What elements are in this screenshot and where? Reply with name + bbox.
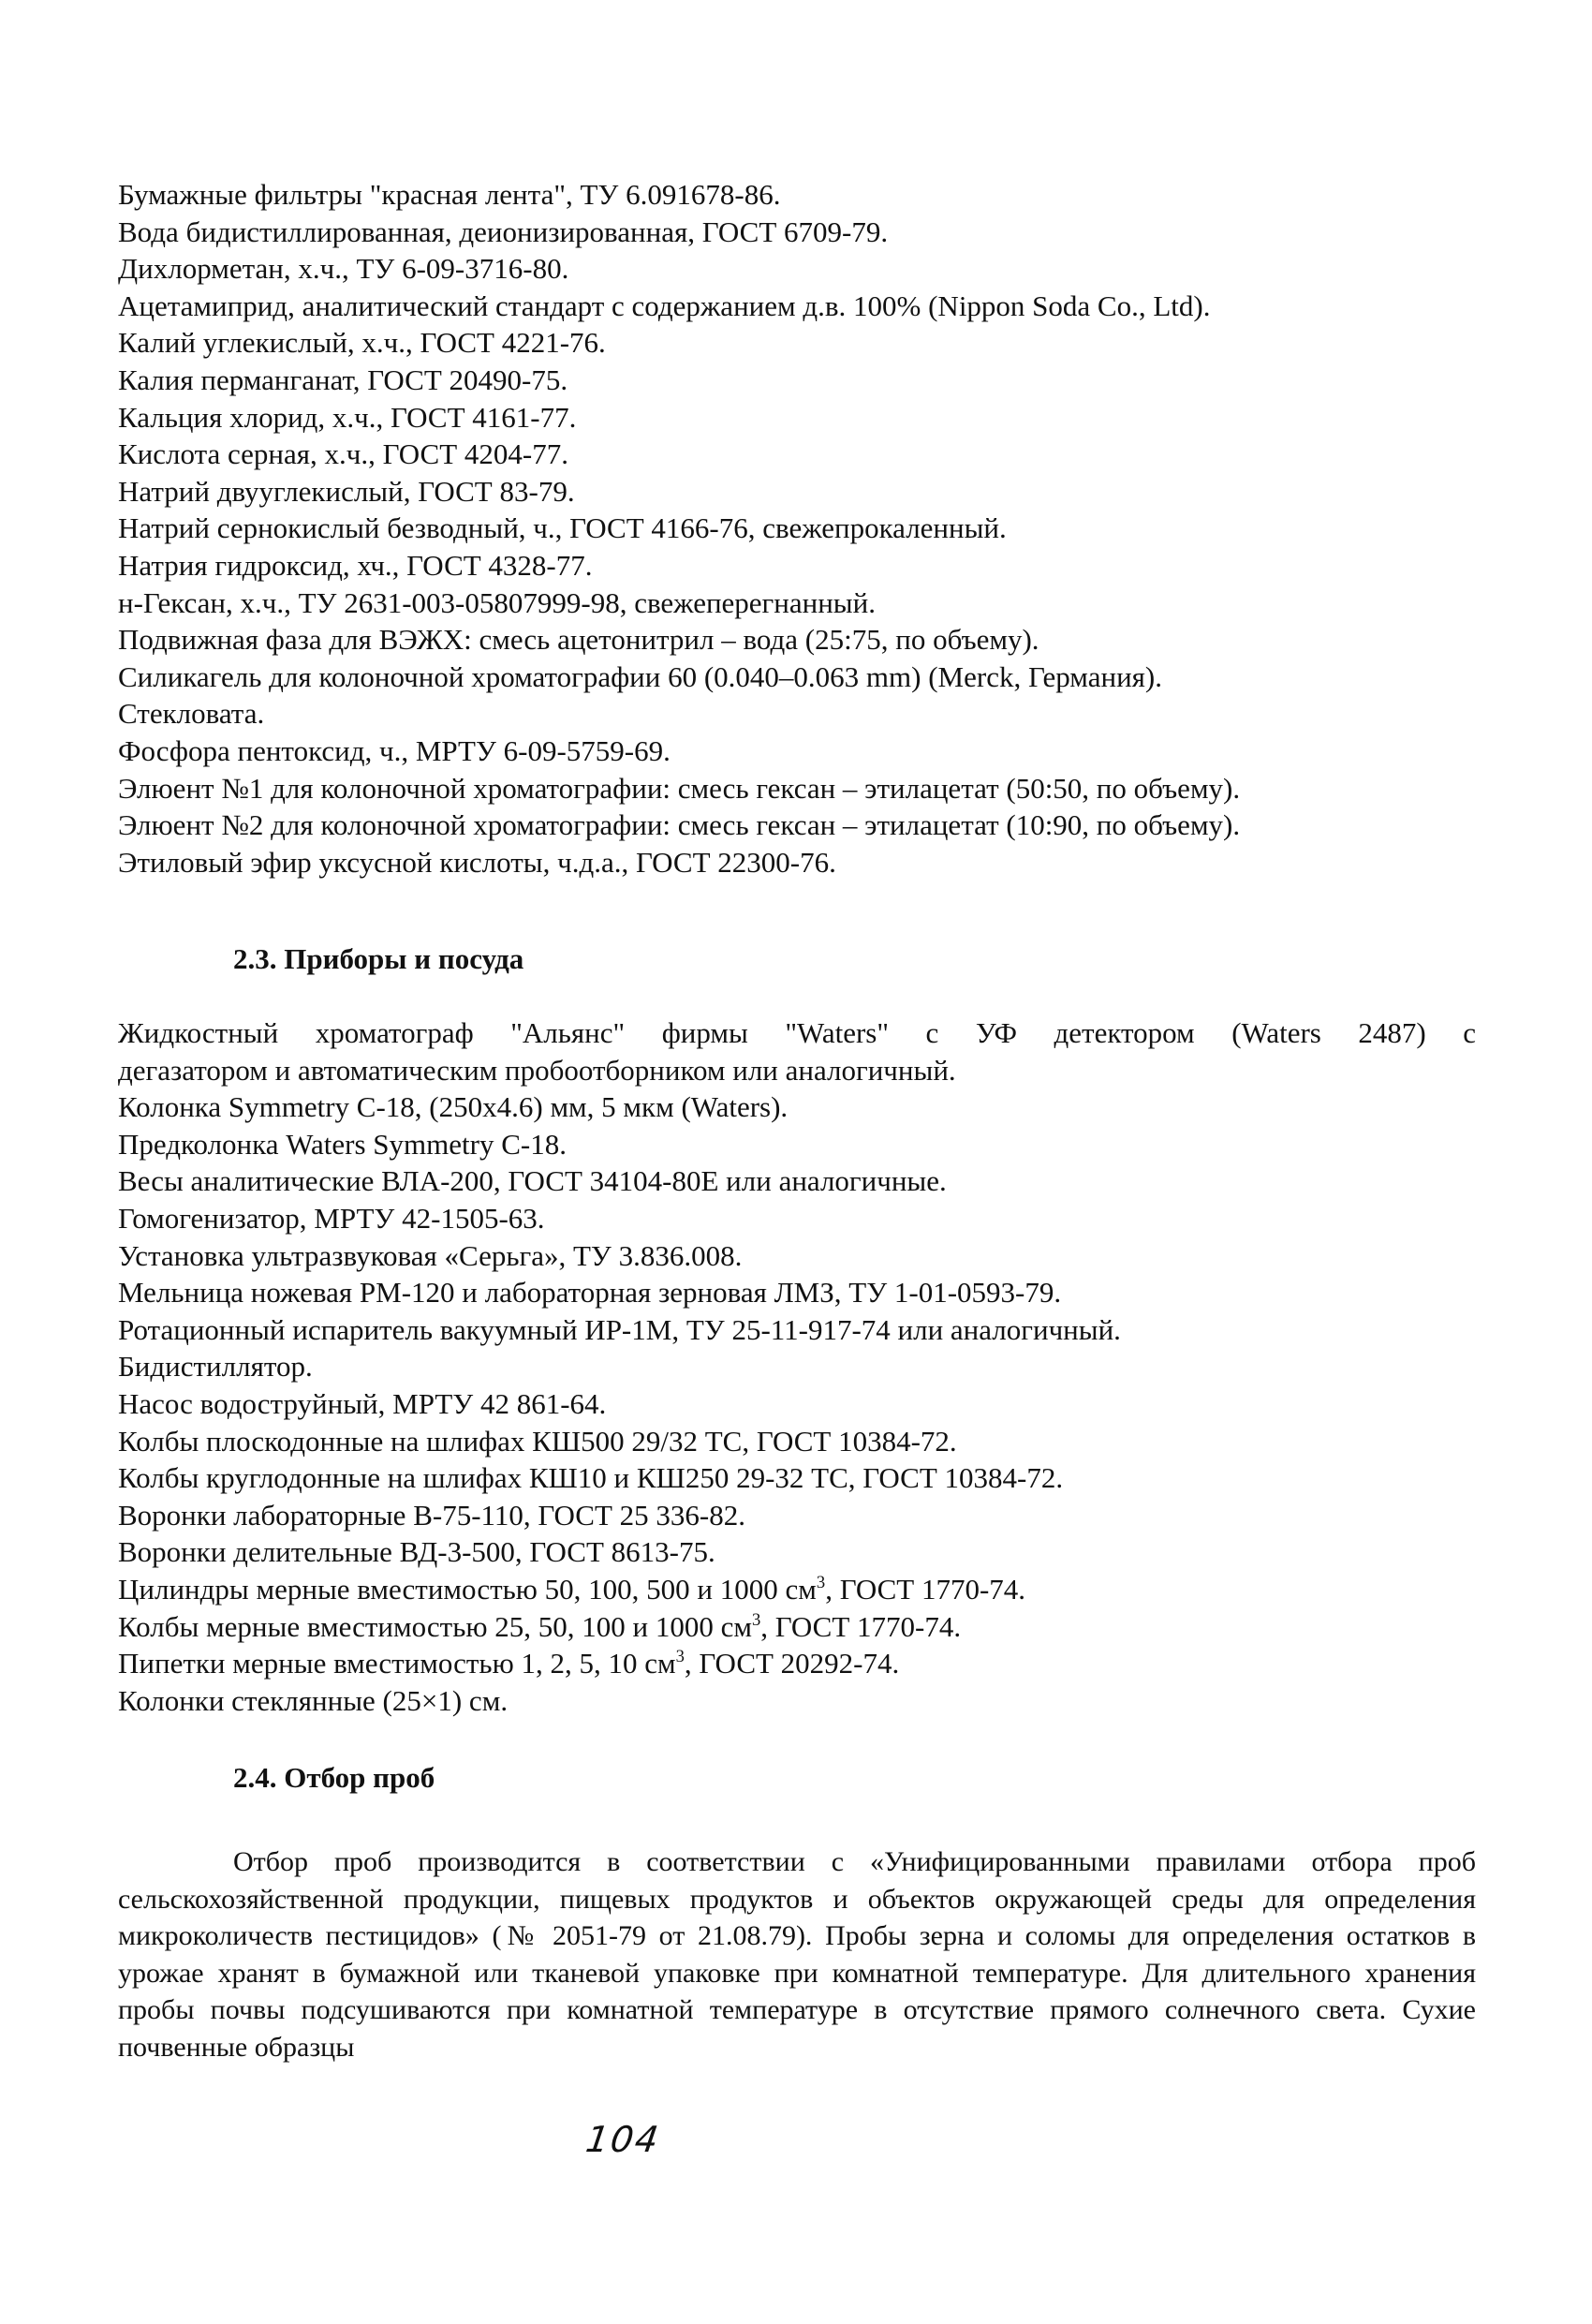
equipment-line: Предколонка Waters Symmetry C-18. (118, 1127, 567, 1161)
reagent-line: Ацетамиприд, аналитический стандарт с содержанием д.в. 100% (Nippon Soda Co., Ltd). (118, 289, 1211, 322)
page-number: 104 (582, 2119, 663, 2160)
equipment-line: дегазатором и автоматическим пробоотборником или аналогичный. (118, 1053, 956, 1087)
reagent-line: Элюент №1 для колоночной хроматографии: смесь гексан – этилацетат (50:50, по объему). (118, 771, 1241, 805)
cylinders-gost: , ГОСТ 1770-74. (825, 1572, 1026, 1606)
superscript-3: 3 (816, 1572, 826, 1592)
equipment-line: Колбы плоскодонные на шлифах КШ500 29/32 ТС, ГОСТ 10384-72. (118, 1424, 957, 1458)
equipment-list (118, 1014, 1476, 1719)
section-2-3-title: 2.3. Приборы и посуда (233, 942, 524, 975)
sampling-section (118, 1843, 1476, 2066)
equipment-line-cylinders (118, 1571, 1476, 1608)
reagent-line: Элюент №2 для колоночной хроматографии: смесь гексан – этилацетат (10:90, по объему). (118, 808, 1241, 842)
superscript-3: 3 (675, 1647, 685, 1667)
flasks-text: Колбы мерные вместимостью 25, 50, 100 и 1000 см (118, 1609, 752, 1643)
reagent-line: Силикагель для колоночной хроматографии 60 (0.040–0.063 mm) (Merck, Германия). (118, 659, 1162, 693)
reagent-line: Дихлорметан, х.ч., ТУ 6-09-3716-80. (118, 252, 569, 286)
equipment-line: Установка ультразвуковая «Серьга», ТУ 3.836.008. (118, 1238, 743, 1272)
section-2-4-title: 2.4. Отбор проб (233, 1761, 435, 1794)
pipettes-text: Пипетки мерные вместимостью 1, 2, 5, 10 см (118, 1647, 676, 1680)
reagent-line: н-Гексан, х.ч., ТУ 2631-003-05807999-98, свежеперегнанный. (118, 585, 876, 619)
reagent-line: Натрий двууглекислый, ГОСТ 83-79. (118, 474, 575, 508)
equipment-line: Воронки делительные ВД-3-500, ГОСТ 8613-75. (118, 1535, 715, 1569)
reagent-line: Кальция хлорид, х.ч., ГОСТ 4161-77. (118, 400, 577, 434)
equipment-line: Мельница ножевая РМ-120 и лабораторная зерновая ЛМЗ, ТУ 1-01-0593-79. (118, 1276, 1062, 1310)
reagent-line: Вода бидистиллированная, деионизированная, ГОСТ 6709-79. (118, 215, 889, 248)
pipettes-gost: , ГОСТ 20292-74. (684, 1647, 900, 1680)
reagent-line: Стекловата. (118, 697, 265, 731)
equipment-line-pipettes (118, 1645, 1476, 1682)
equipment-line: Весы аналитические ВЛА-200, ГОСТ 34104-80Е или аналогичные. (118, 1164, 947, 1198)
flasks-gost: , ГОСТ 1770-74. (760, 1609, 962, 1643)
equipment-line: Бидистиллятор. (118, 1350, 313, 1384)
superscript-3: 3 (751, 1609, 761, 1630)
reagent-line: Фосфора пентоксид, ч., МРТУ 6-09-5759-69. (118, 733, 671, 767)
equipment-line: Ротационный испаритель вакуумный ИР-1М, ТУ 25-11-917-74 или аналогичный. (118, 1312, 1121, 1346)
cylinders-text: Цилиндры мерные вместимостью 50, 100, 500 и 1000 см (118, 1572, 817, 1606)
equipment-line: Воронки лабораторные В-75-110, ГОСТ 25 336-82. (118, 1498, 745, 1532)
equipment-line: Колонка Symmetry C-18, (250x4.6) мм, 5 мкм (Waters). (118, 1090, 789, 1124)
reagent-line: Кислота серная, х.ч., ГОСТ 4204-77. (118, 437, 568, 471)
equipment-line-flasks (118, 1608, 1476, 1646)
reagent-line: Натрий сернокислый безводный, ч., ГОСТ 4166-76, свежепрокаленный. (118, 511, 1007, 545)
reagent-line: Этиловый эфир уксусной кислоты, ч.д.а., ГОСТ 22300-76. (118, 845, 836, 879)
equipment-line: Колбы круглодонные на шлифах КШ10 и КШ250 29-32 ТС, ГОСТ 10384-72. (118, 1461, 1064, 1495)
sampling-paragraph: Отбор проб производится в соответствии с «Унифицированными правилами отбора проб сельскохозяйственной продукции, пищевых продуктов и объектов окружающей среды для определения микроколичеств пестицидов» (№ 2051-79 от 21.08.79). Пробы зерна и соломы для определения остатков в урожае хранят в бумажной или тканевой упаковке при комнатной температуре. Для длительного хранения пробы почвы подсушиваются при комнатной температуре в отсутствие прямого солнечного света. Сухие почвенные образцы (118, 1846, 1476, 2063)
reagent-line: Подвижная фаза для ВЭЖХ: смесь ацетонитрил – вода (25:75, по объему). (118, 623, 1039, 657)
reagent-line: Натрия гидроксид, хч., ГОСТ 4328-77. (118, 548, 593, 582)
equipment-line: Колонки стеклянные (25×1) см. (118, 1683, 509, 1717)
reagent-line: Калия перманганат, ГОСТ 20490-75. (118, 363, 568, 396)
equipment-line: Насос водоструйный, МРТУ 42 861-64. (118, 1386, 607, 1420)
equipment-line: Жидкостный хроматограф "Альянс" фирмы "Waters" с УФ детектором (Waters 2487) с (118, 1016, 1476, 1049)
equipment-line: Гомогенизатор, МРТУ 42-1505-63. (118, 1201, 545, 1235)
reagent-line: Калий углекислый, х.ч., ГОСТ 4221-76. (118, 326, 606, 360)
reagent-line: Бумажные фильтры "красная лента", ТУ 6.091678-86. (118, 178, 781, 211)
reagents-list (118, 176, 1476, 881)
